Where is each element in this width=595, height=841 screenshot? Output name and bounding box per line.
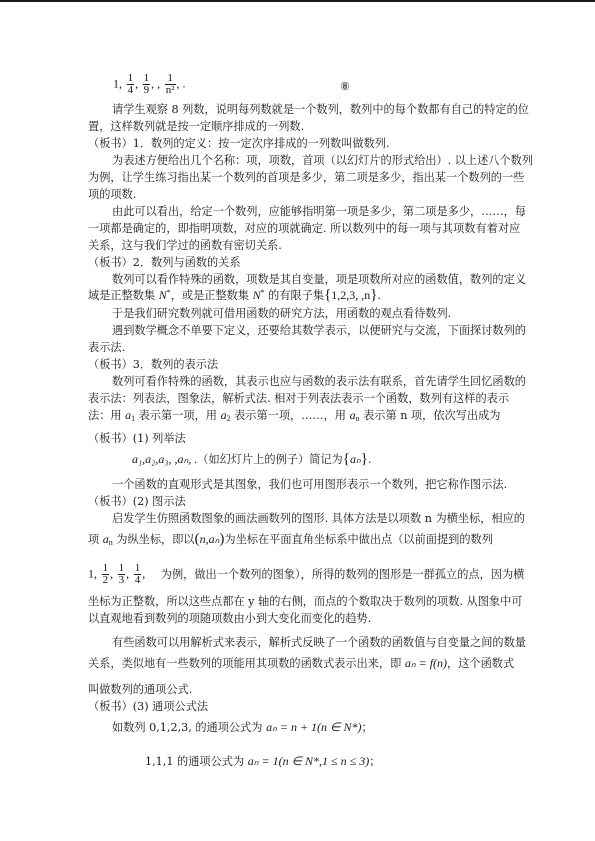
paragraph-line-example-seq: 1, $\frac{1}{2}$ , $\frac{1}{3}$ , $\frac{1}{4}$ , 为例，做出一个数列的图象），所得的数列的图形是一群孤立的点，因为横 xyxy=(88,562,525,586)
board-heading: （板书）(2) 图示法 xyxy=(88,495,186,508)
paragraph-line-formula: 关系，类似地有一些数列的项能用其项数的函数式表示出来，即 aₙ = f(n)，这个函数式 xyxy=(88,656,515,670)
paragraph-line: 一个函数的直观形式是其图象，我们也可用图形表示一个数列，把它称作图示法. xyxy=(112,478,508,491)
paragraph-line: 于是我们研究数列就可借用函数的研究方法，用函数的观点看待数列. xyxy=(112,307,452,320)
paragraph-line-coords: 项 $a_n$ 为纵坐标，即以(n,aₙ)为坐标在平面直角坐标系中做出点（以前面提到的数列 xyxy=(88,531,493,547)
paragraph-line: 表示法：列表法，图象法，解析式法. 相对于列表法表示一个函数，数列有这样的表示 xyxy=(88,392,510,405)
paragraph-line: 为表述方便给出几个名称：项，项数，首项（以幻灯片的形式给出）. 以上述八个数列 xyxy=(112,154,534,167)
paragraph-line-domain: 域是正整数集 N*，或是正整数集 N* 的有限子集{1,2,3, ,n}. xyxy=(88,287,382,303)
paragraph-line: 请学生观察 8 列数，说明每列数就是一个数列，数列中的每个数都有自己的特定的位 xyxy=(112,103,529,116)
board-heading: （板书）(1) 列举法 xyxy=(88,432,186,445)
page-top-rule xyxy=(0,0,595,2)
board-heading: （板书）3．数列的表示法 xyxy=(88,358,219,371)
paragraph-line: 一项都是确定的，即指明项数，对应的项就确定. 所以数列中的每一项与其项数有着对应 xyxy=(88,222,521,235)
board-heading: （板书）1．数列的定义：按一定次序排成的一列数叫做数列. xyxy=(88,137,390,150)
paragraph-line: 叫做数列的通项公式. xyxy=(88,683,193,696)
board-heading: （板书）2．数列与函数的关系 xyxy=(88,256,241,269)
paragraph-line: 数列可以看作特殊的函数，项数是其自变量，项是项数所对应的函数值，数列的定义 xyxy=(112,273,526,286)
list-expression: a₁,a₂,a₃, ,aₙ, .（如幻灯片上的例子）简记为{aₙ}. xyxy=(132,451,372,467)
paragraph-line: 以直观地看到数列的项随项数由小到大变化而变化的趋势. xyxy=(88,612,372,625)
paragraph-line: 置，这样数列就是按一定顺序排成的一列数. xyxy=(88,120,305,133)
fraction: $\frac{1}{4}$ xyxy=(127,72,134,96)
paragraph-line: 由此可以看出，给定一个数列，应能够指明第一项是多少，第二项是多少，……，每 xyxy=(112,205,526,218)
fraction: $\frac{1}{\text{n²}}$ xyxy=(165,72,175,96)
sequence-eight: 1, $\frac{1}{4}$ , $\frac{1}{9}$ , , $\frac{1}{\text{n²}}$ , . xyxy=(113,72,186,96)
paragraph-line-notation: 法：用 $a_1$ 表示第一项，用 $a_2$ 表示第一项，……，用 $a_n$ 表示第 n 项，依次写出成为 xyxy=(88,408,501,423)
paragraph-line: 坐标为正整数，所以这些点都在 y 轴的右侧，而点的个数取决于数列的项数. 从图象中可 xyxy=(88,595,523,608)
formula-example: 1,1,1 的通项公式为 aₙ = 1(n ∈ N*,1 ≤ n ≤ 3)； xyxy=(145,754,381,768)
paragraph-line: 数列可看作特殊的函数，其表示也应与函数的表示法有联系，首先请学生回忆函数的 xyxy=(112,375,526,388)
set-brace: { xyxy=(324,287,332,303)
paragraph-line: 有些函数可以用解析式来表示，解析式反映了一个函数的函数值与自变量之间的数量 xyxy=(112,636,526,649)
fraction: $\frac{1}{3}$ xyxy=(118,562,125,586)
formula-example: 如数列 0,1,2,3, 的通项公式为 aₙ = n + 1(n ∈ N*)； xyxy=(112,720,373,734)
paragraph-line: 项的项数. xyxy=(88,188,137,201)
fraction: $\frac{1}{4}$ xyxy=(134,562,141,586)
paragraph-line: 遇到数学概念不单要下定义，还要给其数学表示，以便研究与交流，下面探讨数列的 xyxy=(112,324,526,337)
paragraph-line: 关系，这与我们学过的函数有密切关系. xyxy=(88,239,282,252)
equation-marker: ⑧ xyxy=(340,80,351,93)
fraction: $\frac{1}{9}$ xyxy=(143,72,150,96)
paragraph-line: 为例，让学生练习指出某一个数列的首项是多少，第二项是多少，指出某一个数列的一些 xyxy=(88,171,525,184)
board-heading: （板书）(3) 通项公式法 xyxy=(88,700,209,713)
fraction: $\frac{1}{2}$ xyxy=(102,562,109,586)
paragraph-line: 表示法. xyxy=(88,341,126,354)
paragraph-line: 启发学生仿照函数图象的画法画数列的图形. 具体方法是以项数 n 为横坐标，相应的 xyxy=(112,512,525,525)
